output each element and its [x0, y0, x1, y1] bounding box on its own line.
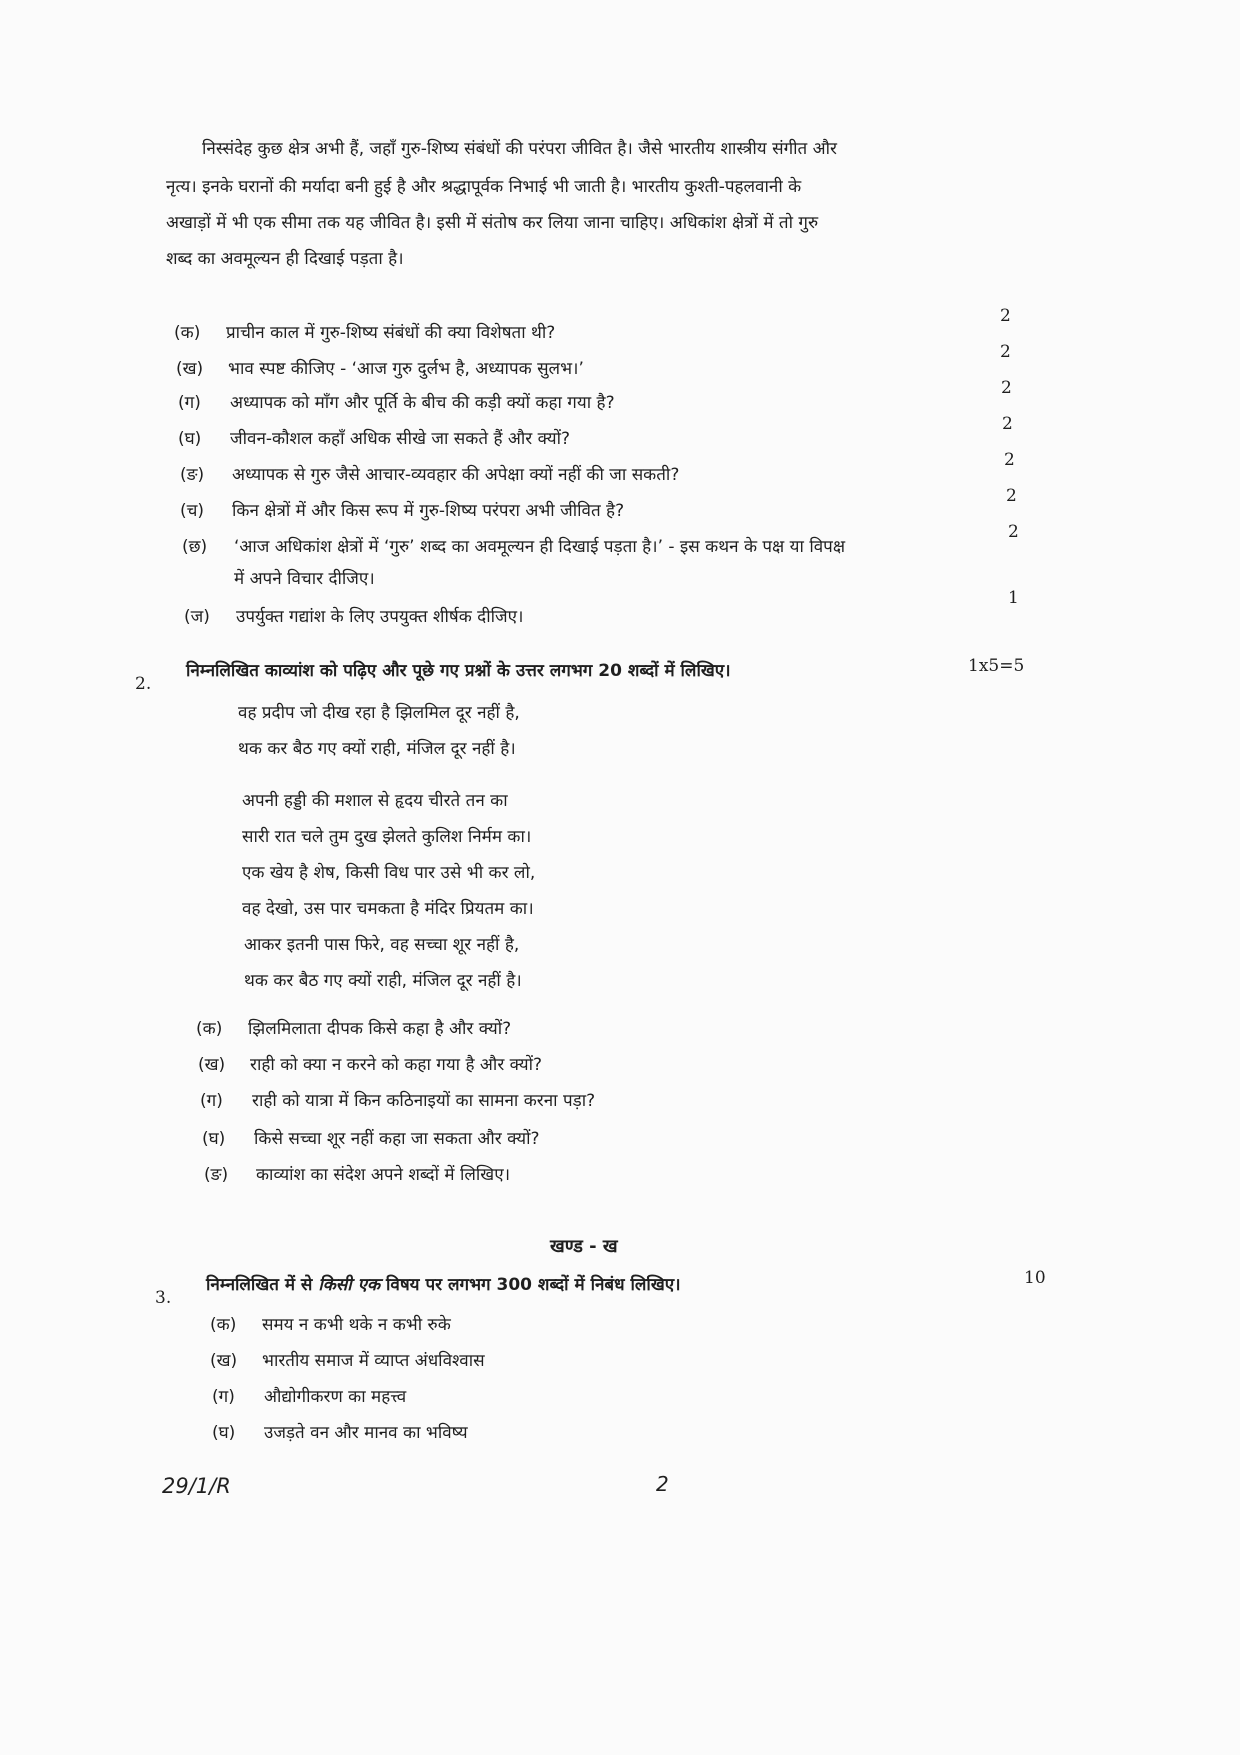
question-number: 2. — [135, 674, 152, 694]
item-text: समय न कभी थके न कभी रुके — [262, 1315, 451, 1335]
item-label: (घ) — [202, 1129, 226, 1149]
item-label: (घ) — [212, 1423, 236, 1443]
poem-line: थक कर बैठ गए क्यों राही, मंजिल दूर नहीं है। — [238, 739, 516, 759]
item-marks: 1 — [1008, 588, 1019, 608]
item-text: जीवन-कौशल कहाँ अधिक सीखे जा सकते हैं और क्यों? — [230, 429, 571, 449]
q3-item — [210, 1348, 485, 1371]
q3-item — [212, 1384, 406, 1407]
q1-item — [182, 534, 845, 557]
passage-line: अखाड़ों में भी एक सीमा तक यह जीवित है। इसी में संतोष कर लिया जाना चाहिए। अधिकांश क्षेत्रों में तो गुरु — [166, 213, 819, 233]
item-marks: 2 — [1001, 378, 1012, 398]
item-text: अध्यापक को माँग और पूर्ति के बीच की कड़ी क्यों कहा गया है? — [230, 393, 615, 413]
q1-item — [176, 356, 584, 379]
q1-item — [180, 498, 624, 521]
item-label: (ग) — [212, 1387, 235, 1407]
q3-item — [210, 1312, 451, 1335]
item-label: (च) — [180, 501, 205, 521]
item-label: (ग) — [200, 1091, 223, 1111]
instruction-part: निम्नलिखित में से — [206, 1275, 319, 1295]
q1-item — [184, 604, 523, 627]
item-text: भारतीय समाज में व्याप्त अंधविश्वास — [262, 1351, 485, 1371]
instruction-part: विषय पर लगभग 300 शब्दों में निबंध लिखिए। — [380, 1275, 681, 1295]
question-number: 3. — [155, 1288, 172, 1308]
item-marks: 2 — [1004, 450, 1015, 470]
item-text: राही को यात्रा में किन कठिनाइयों का सामना करना पड़ा? — [252, 1091, 596, 1111]
paper-code: 29/1/R — [162, 1474, 231, 1498]
q2-item — [198, 1052, 542, 1075]
poem-line: आकर इतनी पास फिरे, वह सच्चा शूर नहीं है, — [244, 935, 520, 955]
item-label: (क) — [196, 1019, 223, 1039]
item-label: (ङ) — [180, 465, 205, 485]
item-marks: 2 — [1008, 522, 1019, 542]
item-label: (ग) — [178, 393, 201, 413]
q2-item — [200, 1088, 595, 1111]
page-number: 2 — [656, 1472, 669, 1496]
q2-item — [202, 1126, 540, 1149]
item-label: (क) — [210, 1315, 237, 1335]
item-marks: 2 — [1000, 306, 1011, 326]
q2-item — [204, 1162, 510, 1185]
passage-line: नृत्य। इनके घरानों की मर्यादा बनी हुई है और श्रद्धापूर्वक निभाई भी जाती है। भारतीय कुश्ती-पहलवानी के — [166, 177, 802, 197]
q1-item — [174, 320, 555, 343]
item-label: (ज) — [184, 607, 210, 627]
section-heading: खण्ड - ख — [550, 1236, 618, 1257]
q1-item — [178, 426, 570, 449]
poem-line: सारी रात चले तुम दुख झेलते कुलिश निर्मम का। — [242, 827, 532, 847]
question-instruction — [206, 1272, 681, 1295]
item-text: औद्योगीकरण का महत्त्व — [264, 1387, 407, 1407]
item-label: (क) — [174, 323, 201, 343]
item-text: ‘आज अधिकांश क्षेत्रों में ‘गुरु’ शब्द का अवमूल्यन ही दिखाई पड़ता है।’ - इस कथन के पक्ष या विपक्ष — [234, 537, 846, 557]
item-label: (ख) — [198, 1055, 226, 1075]
q1-item — [180, 462, 679, 485]
poem-line: वह देखो, उस पार चमकता है मंदिर प्रियतम का। — [242, 899, 534, 919]
item-text: किसे सच्चा शूर नहीं कहा जा सकता और क्यों? — [254, 1129, 540, 1149]
q2-item — [196, 1016, 511, 1039]
item-marks: 2 — [1000, 342, 1011, 362]
item-text: झिलमिलाता दीपक किसे कहा है और क्यों? — [248, 1019, 512, 1039]
passage-line: निस्संदेह कुछ क्षेत्र अभी हैं, जहाँ गुरु-शिष्य संबंधों की परंपरा जीवित है। जैसे भारतीय शास्त्रीय संगीत और — [202, 139, 837, 159]
instruction-emphasis: किसी एक — [318, 1275, 381, 1295]
poem-line: अपनी हड्डी की मशाल से हृदय चीरते तन का — [242, 791, 508, 811]
question-marks: 1x5=5 — [968, 656, 1025, 676]
item-text: किन क्षेत्रों में और किस रूप में गुरु-शिष्य परंपरा अभी जीवित है? — [232, 501, 625, 521]
item-text: अध्यापक से गुरु जैसे आचार-व्यवहार की अपेक्षा क्यों नहीं की जा सकती? — [232, 465, 680, 485]
item-label: (घ) — [178, 429, 202, 449]
item-label: (ख) — [176, 359, 204, 379]
poem-line: वह प्रदीप जो दीख रहा है झिलमिल दूर नहीं है, — [238, 703, 520, 723]
item-text: भाव स्पष्ट कीजिए - ‘आज गुरु दुर्लभ है, अध्यापक सुलभ।’ — [228, 359, 584, 379]
poem-line: एक खेय है शेष, किसी विध पार उसे भी कर लो, — [242, 863, 536, 883]
item-marks: 2 — [1002, 414, 1013, 434]
item-text: उपर्युक्त गद्यांश के लिए उपयुक्त शीर्षक दीजिए। — [236, 607, 524, 627]
q3-item — [212, 1420, 468, 1443]
item-label: (ङ) — [204, 1165, 229, 1185]
q1-item — [178, 390, 615, 413]
item-text: काव्यांश का संदेश अपने शब्दों में लिखिए। — [256, 1165, 511, 1185]
passage-line: शब्द का अवमूल्यन ही दिखाई पड़ता है। — [166, 249, 404, 269]
item-text-continued: में अपने विचार दीजिए। — [234, 569, 375, 589]
item-marks: 2 — [1006, 486, 1017, 506]
item-text: उजड़ते वन और मानव का भविष्य — [264, 1423, 468, 1443]
item-label: (ख) — [210, 1351, 238, 1371]
item-text: प्राचीन काल में गुरु-शिष्य संबंधों की क्या विशेषता थी? — [226, 323, 556, 343]
poem-line: थक कर बैठ गए क्यों राही, मंजिल दूर नहीं है। — [244, 971, 522, 991]
item-label: (छ) — [182, 537, 208, 557]
question-marks: 10 — [1024, 1268, 1046, 1288]
question-instruction: निम्नलिखित काव्यांश को पढ़िए और पूछे गए प्रश्नों के उत्तर लगभग 20 शब्दों में लिखिए। — [186, 661, 731, 681]
item-text: राही को क्या न करने को कहा गया है और क्यों? — [250, 1055, 543, 1075]
